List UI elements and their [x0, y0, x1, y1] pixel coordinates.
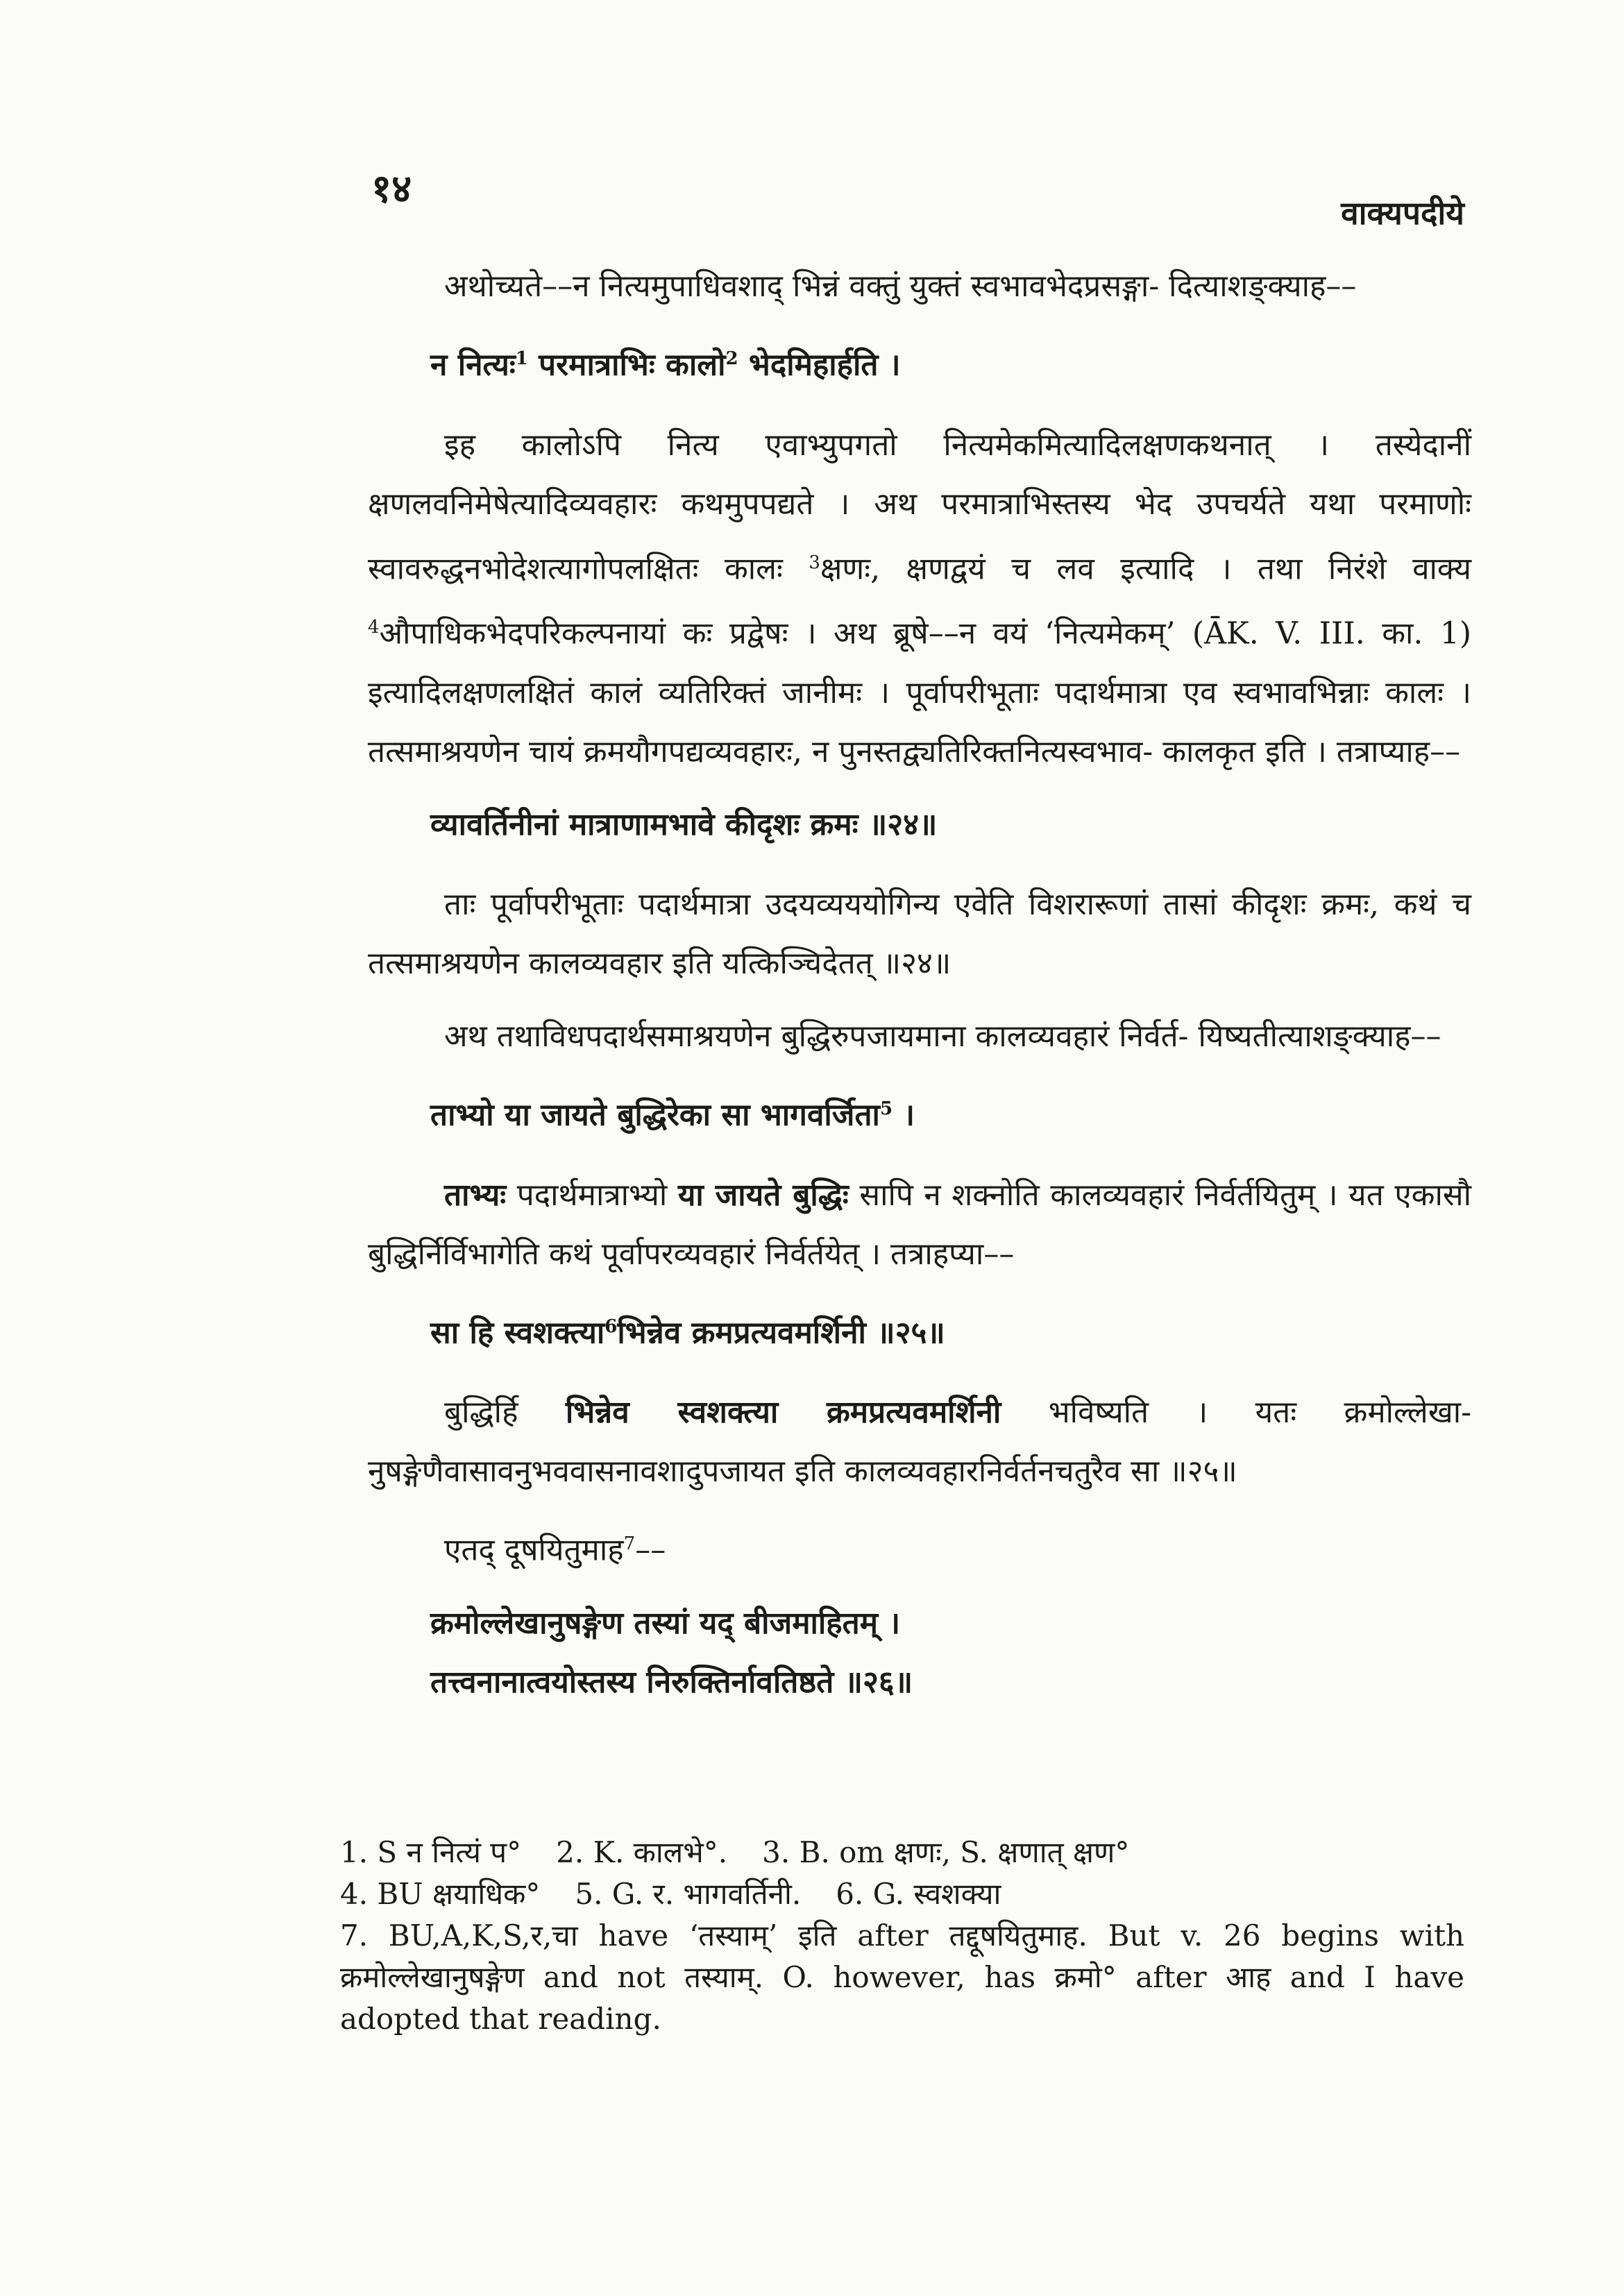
paragraph-3: ताः पूर्वापरीभूताः पदार्थमात्रा उदयव्यययोगिन्य एवेति विशरारूणां तासां कीदृशः क्रमः, कथं च तत्समाश्रयणेन कालव्यवहार इति यत्किञ्चिदेतत् ॥२४॥: [368, 886, 1471, 981]
paragraph-4: अथ तथाविधपदार्थसमाश्रयणेन बुद्धिरुपजायमाना कालव्यवहारं निर्वर्त- यिष्यतीत्याशङ्क्याह––: [444, 1018, 1441, 1054]
verse-5: [368, 1594, 1471, 1712]
paragraph-2: [368, 416, 1471, 781]
verse-1-c: भेदमिहार्हति ।: [738, 347, 901, 383]
footnote-ref-4: 4: [368, 617, 380, 638]
footnote-ref-6: 6: [604, 1316, 618, 1337]
footnote-ref-1: 1: [515, 348, 528, 369]
footnote-row-1: [340, 1832, 1464, 1873]
paragraph-6: [368, 1383, 1471, 1501]
paragraph-6-a: बुद्धिर्हि: [444, 1395, 566, 1431]
verse-1: [368, 330, 1471, 395]
footnote-4: 4. BU क्षयाधिक°: [340, 1877, 541, 1911]
verse-3-b: ।: [893, 1097, 915, 1133]
paragraph-7-a: एतद् दूषयितुमाह: [444, 1532, 624, 1568]
footnotes: [340, 1832, 1464, 2040]
paragraph-2-c: औपाधिकभेदपरिकल्पनायां कः प्रद्वेषः । अथ ब्रूषे––न वयं ‘नित्यमेकम्’ (ĀK. V. III. का. 1) इत्यादिलक्षणलक्षितं कालं व्यतिरिक्तं जानीमः । पूर्वापरीभूताः पदार्थमात्रा एव स्वभावभिन्नाः कालः । तत्समाश्रयणेन चायं क्रमयौगपद्यव्यवहारः, न पुनस्तद्व्यतिरिक्तनित्यस्वभाव- कालकृत इति । तत्राप्याह––: [368, 615, 1471, 769]
paragraph-1: अथोच्यते––न नित्यमुपाधिवशाद् भिन्नं वक्तुं युक्तं स्वभावभेदप्रसङ्गा- दित्याशङ्क्याह––: [444, 269, 1357, 304]
footnote-1: 1. S न नित्यं प°: [340, 1835, 522, 1869]
footnote-ref-5: 5: [879, 1098, 893, 1119]
verse-1-b: परमात्राभिः कालो: [527, 347, 726, 383]
paragraph-5-a: पदार्थमात्राभ्यो: [506, 1177, 678, 1213]
footnote-ref-7: 7: [623, 1533, 636, 1555]
footnote-3: 3. B. om क्षणः, S. क्षणात् क्षण°: [762, 1835, 1130, 1869]
verse-2: व्यावर्तिनीनां मात्राणामभावे कीदृशः क्रमः ॥२४॥: [430, 806, 938, 842]
running-head: वाक्यपदीये: [1341, 194, 1464, 232]
footnote-ref-2: 2: [725, 348, 738, 369]
paragraph-6-bold: भिन्नेव स्वशक्त्या क्रमप्रत्यवमर्शिनी: [565, 1395, 1001, 1431]
paragraph-2-a: इह कालोऽपि नित्य एवाभ्युपगतो नित्यमेकमित्यादिलक्षणकथनात् । तस्येदानीं क्षणलवनिमेषेत्यादिव्यवहारः कथमुपपद्यते । अथ परमात्राभिस्तस्य भेद उपचर्यते यथा परमाणोः स्वावरुद्धनभोदेशत्यागोपलक्षितः कालः: [368, 427, 1471, 587]
paragraph-7-b: ––: [635, 1532, 666, 1568]
footnote-ref-3: 3: [809, 552, 820, 573]
footnote-6: 6. G. स्वशक्या: [836, 1877, 1001, 1911]
verse-4: [368, 1298, 1471, 1363]
verse-3-a: ताभ्यो या जायते बुद्धिरेका सा भागवर्जिता: [430, 1097, 880, 1133]
paragraph-5-b: सापि न शक्नोति कालव्यवहारं निर्वर्तयितुम् । यत एकासौ बुद्धिर्निर्विभागेति कथं पूर्वापरव्यवहारं निर्वर्तयेत् । तत्राहप्या––: [368, 1177, 1472, 1272]
footnote-row-2: [340, 1873, 1464, 1915]
footnote-7: 7. BU,A,K,S,र,चा have ‘तस्याम्’ इति after तद्दूषयितुमाह. But v. 26 begins with क्रमोल्लेखानुषङ्गेण and not तस्याम्. O. however, has क्रमो° after आह and I have adopted that reading.: [340, 1919, 1464, 2036]
paragraph-5: [368, 1166, 1471, 1284]
verse-4-b: भिन्नेव क्रमप्रत्यवमर्शिनी ॥२५॥: [617, 1315, 945, 1351]
paragraph-7: [368, 1515, 1471, 1580]
verse-3: [368, 1080, 1471, 1145]
verse-5-line-2: तत्त्वनानात्वयोस्तस्य निरुक्तिर्नावतिष्ठते ॥२६॥: [430, 1664, 913, 1700]
paragraph-5-bold-1: ताभ्यः: [444, 1177, 507, 1213]
verse-5-line-1: क्रमोल्लेखानुषङ्गेण तस्यां यद् बीजमाहितम् ।: [430, 1605, 901, 1641]
footnote-2: 2. K. कालभे°.: [556, 1835, 728, 1869]
verse-1-a: न नित्यः: [430, 347, 516, 383]
footnote-5: 5. G. र. भागवर्तिनी.: [575, 1877, 802, 1911]
paragraph-2-b: क्षणः, क्षणद्वयं च लव इत्यादि । तथा निरंशे वाक्य: [820, 551, 1471, 587]
paragraph-6-b: भविष्यति । यतः क्रमोल्लेखा- नुषङ्गेणैवासावनुभववासनावशादुपजायत इति कालव्यवहारनिर्वर्तनचतुरैव सा ॥२५॥: [368, 1395, 1471, 1490]
page-number: १४: [371, 166, 412, 212]
main-text: [368, 257, 1471, 1733]
paragraph-5-bold-2: या जायते बुद्धिः: [677, 1177, 849, 1213]
verse-4-a: सा हि स्वशक्त्या: [430, 1315, 605, 1351]
